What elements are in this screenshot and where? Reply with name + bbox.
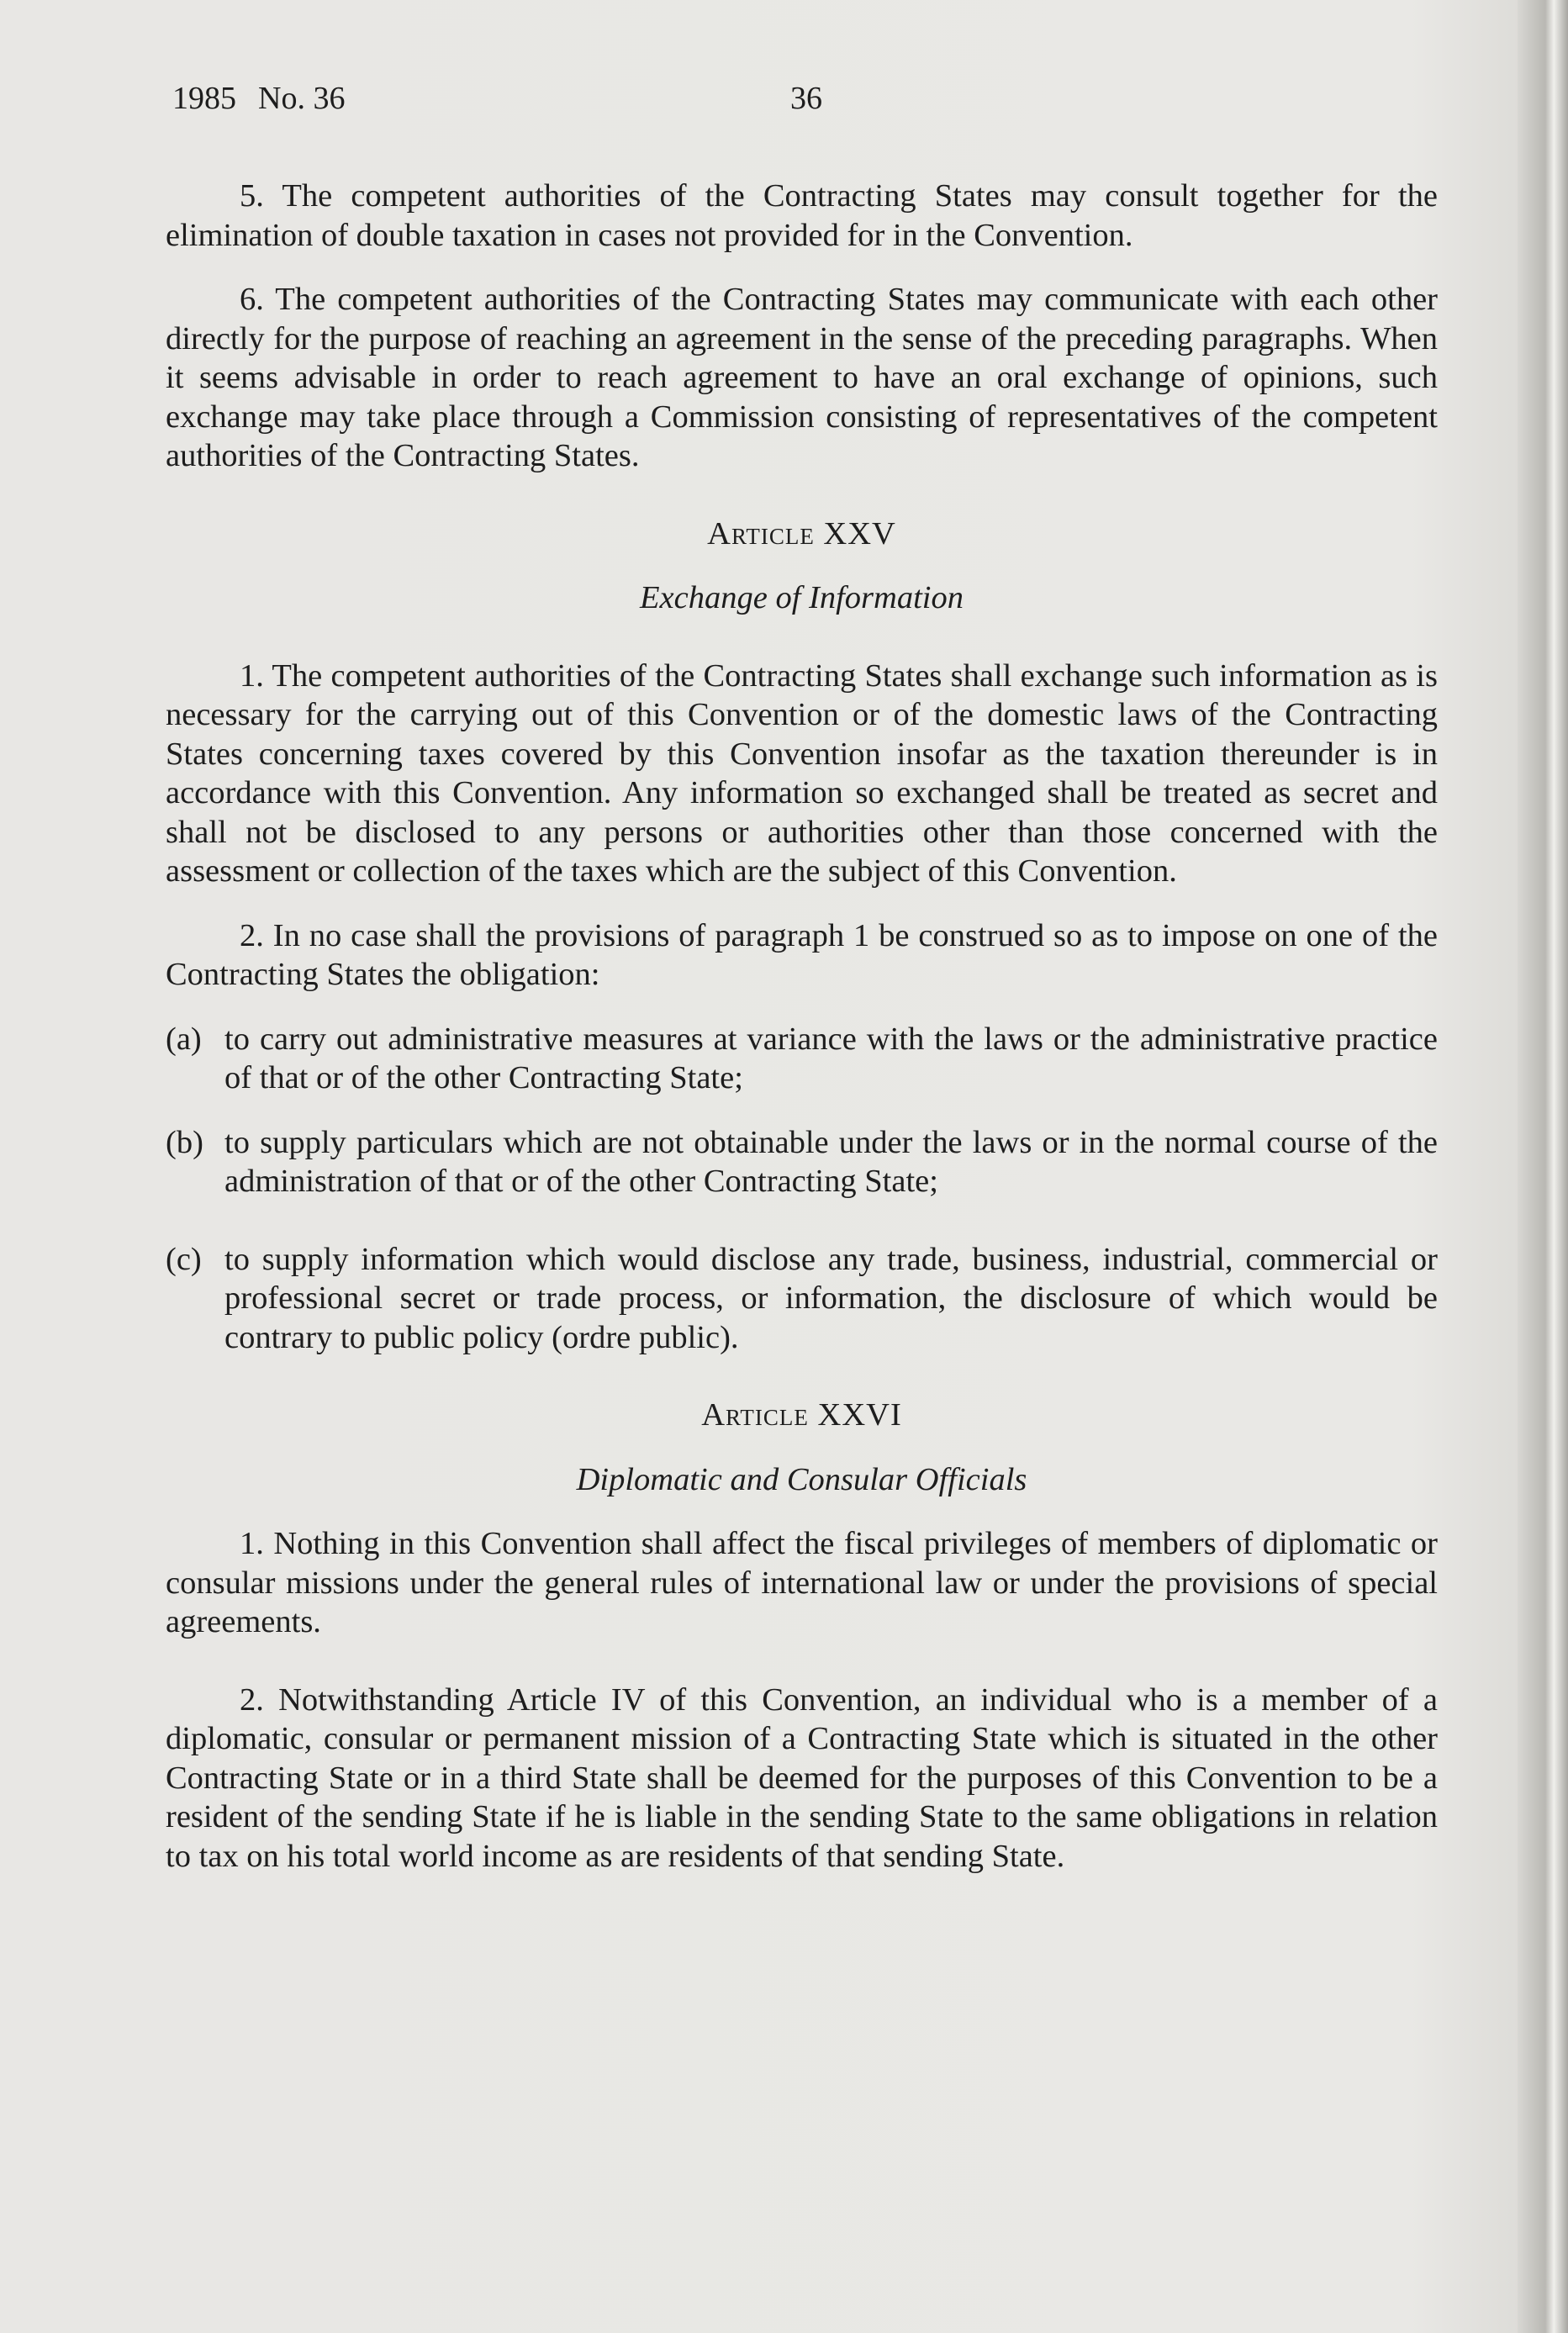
- article-26-paragraph-2: 2. Notwithstanding Article IV of this Convention, an individual who is a member of a diplomatic, consular or permanent mission of a Contracting State which is situated in the other Contracting State or in a third State shall be deemed for the purposes of this Convention to be a resident of the sending State if he is liable in the sending State to the same obligations in relation to tax on his total world income as are residents of that sending State.: [166, 1681, 1438, 1874]
- page-number: 36: [790, 81, 822, 116]
- list-item-label: (a): [166, 1021, 202, 1057]
- list-item-text: to supply particulars which are not obtainable under the laws or in the normal course of the administration of that or of the other Contracting State;: [224, 1124, 1438, 1199]
- list-item-b: [166, 1123, 1438, 1201]
- article-25-heading: Article XXV: [707, 515, 896, 552]
- header-act-number: No. 36: [258, 81, 346, 116]
- article-25-paragraph-2: 2. In no case shall the provisions of paragraph 1 be construed so as to impose on one of the Contracting States the obligation:: [166, 917, 1438, 992]
- article-26-heading: Article XXVI: [701, 1397, 902, 1433]
- list-item-text: to carry out administrative measures at variance with the laws or the administrative practice of that or of the other Contracting State;: [224, 1021, 1438, 1095]
- article-25-paragraph-1: 1. The competent authorities of the Contracting States shall exchange such information as is necessary for the carrying out of this Convention or of the domestic laws of the Contracting States concerning taxes covered by this Convention insofar as the taxation thereunder is in accordance with this Convention. Any information so exchanged shall be treated as secret and shall not be disclosed to any persons or authorities other than those concerned with the assessment or collection of the taxes which are the subject of this Convention.: [166, 657, 1438, 889]
- paragraph-6: 6. The competent authorities of the Contracting States may communicate with each other directly for the purpose of reaching an agreement in the sense of the preceding paragraphs. When it seems advisable in order to reach agreement to have an oral exchange of opinions, such exchange may take place through a Commission consisting of representatives of the competent authorities of the Contracting States.: [166, 282, 1438, 473]
- list-item-label: (b): [166, 1124, 203, 1160]
- list-item-c: [166, 1240, 1438, 1358]
- article-26-subtitle: Diplomatic and Consular Officials: [576, 1461, 1027, 1497]
- list-item-text: to supply information which would disclose any trade, business, industrial, commercial or professional secret or trade process, or information, the disclosure of which would be contrary to public policy (ordre public).: [224, 1241, 1438, 1355]
- article-26-paragraph-1: 1. Nothing in this Convention shall affect the fiscal privileges of members of diplomatic or consular missions under the general rules of international law or under the provisions of special agreements.: [166, 1526, 1438, 1639]
- header-year: 1985: [172, 81, 236, 116]
- list-item-label: (c): [166, 1241, 202, 1277]
- page-header: [172, 80, 1433, 122]
- list-item-a: [166, 1020, 1438, 1098]
- paragraph-5: 5. The competent authorities of the Contracting States may consult together for the elimination of double taxation in cases not provided for in the Convention.: [166, 178, 1438, 253]
- document-body: [166, 177, 1438, 1876]
- header-citation: [172, 80, 345, 117]
- article-25-subtitle: Exchange of Information: [640, 580, 964, 615]
- book-spine: [1518, 0, 1568, 2333]
